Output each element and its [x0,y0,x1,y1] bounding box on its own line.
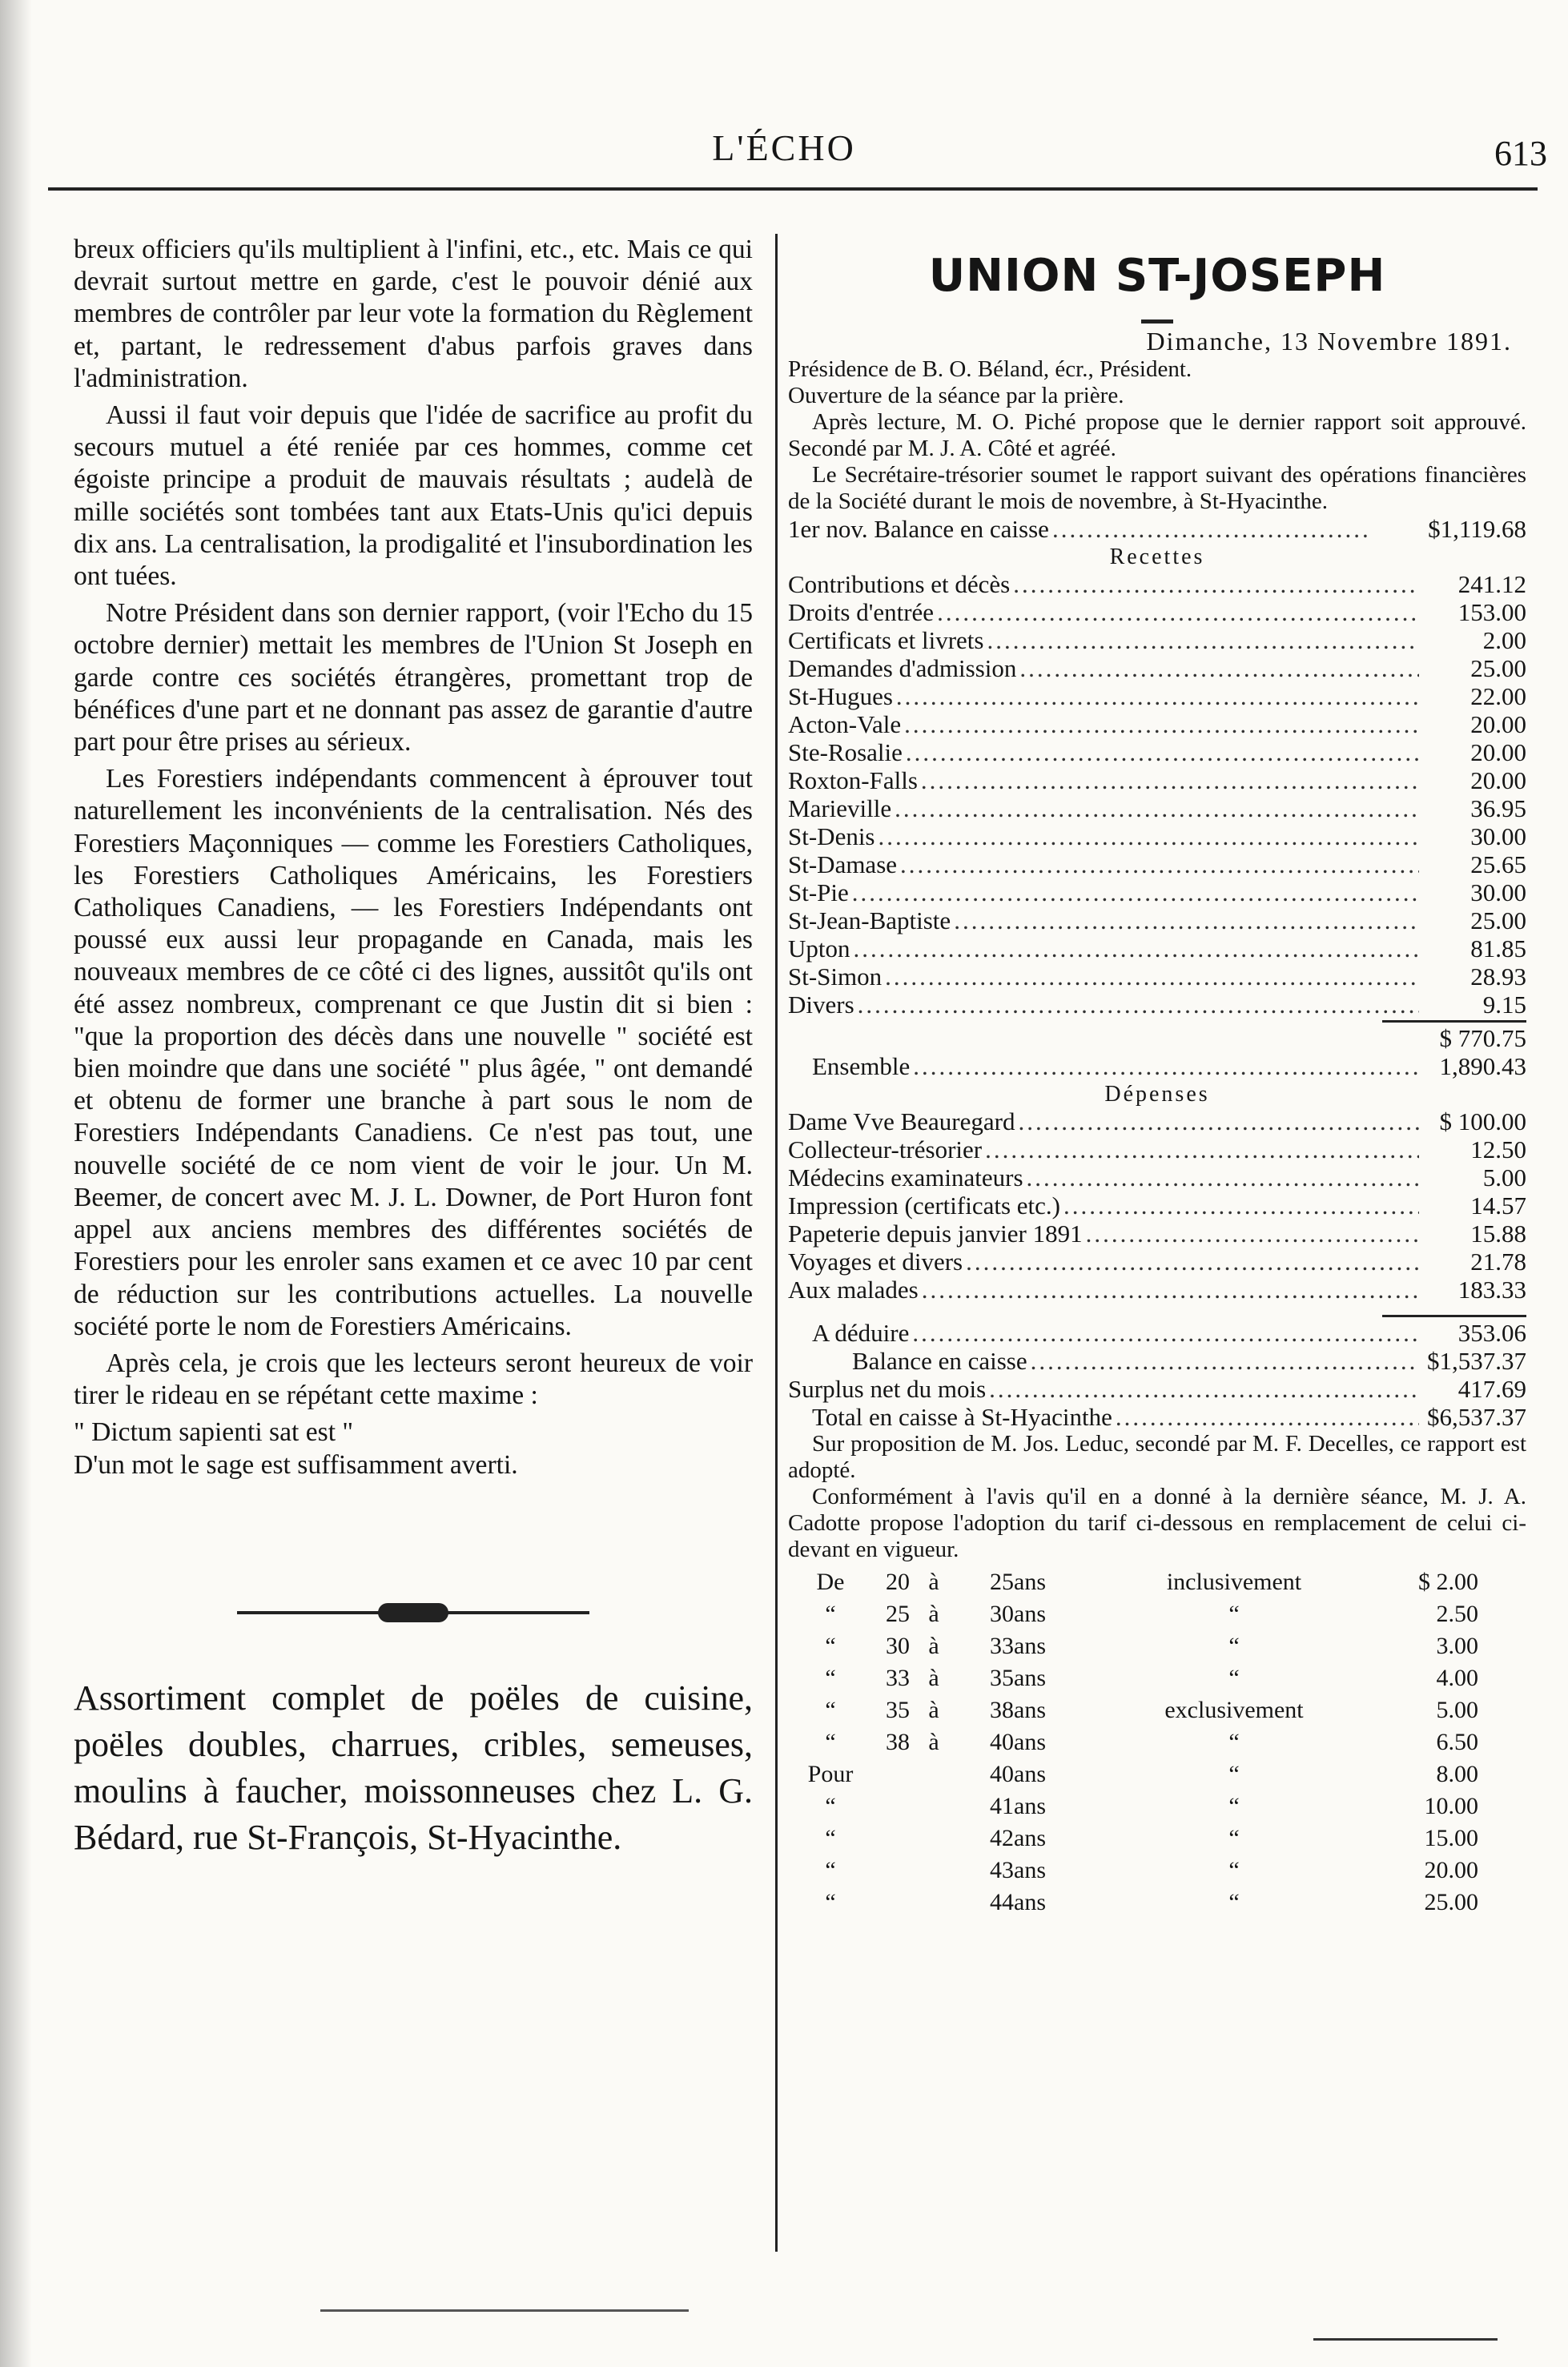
expense-row-label: Papeterie depuis janvier 1891 [788,1220,1083,1248]
opening-balance-row: 1er nov. Balance en caisse ..... $1,119.68 [788,515,1526,543]
tariff-cost: 8.00 [1436,1761,1478,1787]
receipt-row-label: St-Hugues [788,682,893,710]
tariff-prefix: “ [825,1697,836,1723]
tariff-to: 38 [990,1697,1014,1723]
ornament-divider [237,1601,589,1624]
bottom-rule-right [1313,2338,1498,2341]
receipt-row [788,766,1526,794]
receipt-row-label: Contributions et décès [788,570,1011,598]
expense-row-label: Voyages et divers [788,1248,963,1276]
tariff-cost: 5.00 [1436,1697,1478,1723]
body-paragraph: Aussi il faut voir depuis que l'idée de sacrifice au profit du secours mutuel a été reniée par ces hommes, comme cet égoiste principe a produit de mauvais résultats ; audelà de mille sociétés sont tombées tant aux Etats-Unis qu'ici depuis dix ans. La centralisation, la prodigalité et l'insubordination les ont tuées. [74,400,753,592]
minutes-closing [788,1431,1526,1563]
maxim-latin: " Dictum sapienti sat est " [74,1417,354,1448]
expenses-list [788,1107,1526,1304]
tariff-from: 30 [886,1633,910,1659]
expense-row-amount: 21.78 [1470,1248,1526,1276]
receipt-row [788,906,1526,934]
tariff-table [788,1566,1526,1919]
receipts-heading: Recettes [1109,545,1205,569]
receipt-row-label: St-Simon [788,962,883,991]
receipt-row-amount: 25.00 [1470,906,1526,934]
tariff-sep: à [928,1601,939,1627]
tariff-row [788,1790,1526,1822]
receipts-total: $ 770.75 [1439,1024,1526,1052]
tariff-row [788,1855,1526,1887]
body-paragraph: Notre Président dans son dernier rapport, (voir l'Echo du 15 octobre dernier) mettait les membres de l'Union St Joseph en garde contre ces sociétés étrangères, promettant trop de bénéfices d'une part et ne donnant pas assez de garantie d'autre part pour être prises au sérieux. [74,598,753,758]
receipts-sum-rule [1382,1020,1526,1023]
tariff-prefix: Pour [807,1761,854,1787]
tariff-row [788,1822,1526,1855]
tariff-from: 25 [886,1601,910,1627]
expense-row [788,1276,1526,1304]
tariff-sep: à [928,1697,939,1723]
expense-row-amount: 15.88 [1470,1220,1526,1248]
tariff-row [788,1887,1526,1919]
body-paragraph: Après cela, je crois que les lecteurs seront heureux de voir tirer le rideau en se répétant cette maxime : [74,1348,753,1411]
expense-row-label: Collecteur-trésorier [788,1135,983,1163]
receipt-row-amount: 20.00 [1470,766,1526,794]
tariff-cost: 10.00 [1424,1793,1478,1819]
receipt-row [788,570,1526,598]
body-paragraph: breux officiers qu'ils multiplient à l'infini, etc., etc. Mais ce qui devrait surtout mettre en garde, c'est le pouvoir dénié aux membres de contrôler par leur vote la formation du Règlement et, partant, le redressement d'abus parfois graves dans l'administration. [74,235,753,393]
section-title: UNION ST-JOSEPH [928,250,1386,302]
expense-row [788,1248,1526,1276]
receipt-row-amount: 25.00 [1470,654,1526,682]
expense-row-amount: 14.57 [1470,1192,1526,1220]
expenses-sum-rule [1382,1315,1526,1317]
receipt-row [788,962,1526,991]
receipt-row-label: St-Denis [788,822,875,850]
tariff-row [788,1694,1526,1726]
page-header [0,120,1568,184]
receipt-row-amount: 9.15 [1482,991,1526,1019]
tariff-unit: ans [1014,1825,1046,1851]
tariff-to: 30 [990,1601,1014,1627]
expense-row-amount: 12.50 [1470,1135,1526,1163]
tariff-row [788,1662,1526,1694]
tariff-sep: à [928,1665,939,1691]
tariff-unit: ans [1014,1761,1046,1787]
tariff-prefix: “ [825,1665,836,1691]
receipt-row-label: St-Jean-Baptiste [788,906,951,934]
receipt-row [788,626,1526,654]
receipts-list [788,570,1526,1019]
tariff-from: 35 [886,1697,910,1723]
receipt-row [788,598,1526,626]
receipt-row [788,654,1526,682]
tariff-sep [910,1758,958,1790]
tariff-prefix: “ [825,1793,836,1819]
tariff-sep: à [928,1569,939,1595]
receipt-row [788,794,1526,822]
receipt-row-amount: 30.00 [1470,878,1526,906]
receipt-row [788,710,1526,738]
balance-row: Balance en caisse ..... $1,537.37 [788,1347,1526,1375]
expense-row [788,1220,1526,1248]
tariff-note: exclusivement [1164,1697,1304,1723]
tariff-from: 20 [886,1569,910,1595]
receipt-row-label: Droits d'entrée [788,598,935,626]
minutes-paragraph: Conformément à l'avis qu'il en a donné à la dernière séance, M. J. A. Cadotte propose l'adoption du tarif ci-dessous en remplacement de celui ci-devant en vigueur. [788,1484,1526,1562]
tariff-note: “ [1228,1825,1240,1851]
page-number: 613 [1494,134,1547,173]
tariff-from [857,1855,910,1887]
tariff-note: inclusivement [1166,1569,1302,1595]
tariff-unit: ans [1014,1857,1046,1883]
scan-edge-shadow [0,0,32,2367]
receipt-row-amount: 30.00 [1470,822,1526,850]
bottom-rule-left [320,2309,689,2312]
receipt-row [788,934,1526,962]
receipt-row [788,991,1526,1019]
expense-row-label: Dame Vve Beauregard [788,1107,1015,1135]
receipt-row-label: Marieville [788,794,892,822]
tariff-prefix: “ [825,1857,836,1883]
minutes-paragraph: Après lecture, M. O. Piché propose que le dernier rapport soit approuvé. Secondé par M. J. A. Côté et agréé. [788,409,1526,461]
tariff-cost: 6.50 [1436,1729,1478,1755]
tariff-sep [910,1887,958,1919]
tariff-prefix: “ [825,1729,836,1755]
title-dash [1141,319,1173,324]
receipt-row-label: St-Pie [788,878,849,906]
tariff-sep: à [928,1633,939,1659]
expense-row [788,1192,1526,1220]
receipt-row-amount: 25.65 [1470,850,1526,878]
expense-row [788,1135,1526,1163]
minutes-paragraph: Présidence de B. O. Béland, écr., Président. [788,356,1192,382]
tariff-to: 42 [990,1825,1014,1851]
tariff-to: 41 [990,1793,1014,1819]
expense-row-amount: $ 100.00 [1439,1107,1526,1135]
tariff-prefix: “ [825,1633,836,1659]
receipt-row-label: Roxton-Falls [788,766,918,794]
tariff-cost: 3.00 [1436,1633,1478,1659]
minutes-paragraph: Le Secrétaire-trésorier soumet le rapport suivant des opérations financières de la Société durant le mois de novembre, à St-Hyacinthe. [788,462,1526,514]
surplus-row: Surplus net du mois ..... 417.69 [788,1375,1526,1403]
tariff-from: 33 [886,1665,910,1691]
receipt-row [788,850,1526,878]
receipt-row-label: St-Damase [788,850,898,878]
tariff-unit: ans [1014,1569,1046,1595]
expense-row-label: Aux malades [788,1276,919,1304]
tariff-note: “ [1228,1729,1240,1755]
total-cash-row: Total en caisse à St-Hyacinthe ..... $6,537.37 [788,1403,1526,1431]
minutes-intro [788,356,1526,515]
tariff-sep [910,1822,958,1855]
tariff-note: “ [1228,1857,1240,1883]
header-rule [48,187,1538,191]
right-column [788,234,1526,1919]
tariff-cost: 2.50 [1436,1601,1478,1627]
tariff-to: 33 [990,1633,1014,1659]
tariff-row [788,1726,1526,1758]
expenses-heading: Dépenses [1104,1082,1210,1107]
receipt-row-amount: 241.12 [1457,570,1526,598]
body-paragraph: Les Forestiers indépendants commencent à éprouver tout naturellement les inconvénients de la centralisation. Nés des Forestiers Maçonniques — comme les Forestiers Catholiques, les Forestiers Catholiques Américains, les Forestiers Catholiques Canadiens, — les Forestiers Indépendants ont poussé eux aussi leur propagande en Canada, mais les nouveaux membres de ce côté ci des lignes, aussitôt qu'ils ont été assez nombreux, comprenant ce que Justin dit si bien : "que la proportion des décès dans une nouvelle " société est bien moindre que dans une société " plus âgée, " ont demandé et obtenu de former une branche à part sous le nom de Forestiers Indépendants Canadiens. Ce n'est pas tout, une nouvelle société de ce nom vient de voir le jour. Un M. Beemer, de concert avec M. J. L. Downer, de Port Huron font appel aux anciens membres des différentes sociétés de Forestiers pour les enroler sans examen et ce avec 10 par cent de réduction sur les contributions actuelles. La nouvelle société porte le nom de Forestiers Américains. [74,764,753,1341]
tariff-unit: ans [1014,1697,1046,1723]
tariff-note: “ [1228,1761,1240,1787]
receipt-row-label: Ste-Rosalie [788,738,903,766]
expense-row [788,1107,1526,1135]
tariff-cost: 15.00 [1424,1825,1478,1851]
tariff-to: 35 [990,1665,1014,1691]
tariff-row [788,1598,1526,1630]
tariff-row [788,1566,1526,1598]
tariff-from [857,1822,910,1855]
receipt-row-amount: 28.93 [1470,962,1526,991]
tariff-row [788,1630,1526,1662]
receipt-row-amount: 36.95 [1470,794,1526,822]
receipt-row [788,822,1526,850]
receipt-row-amount: 20.00 [1470,710,1526,738]
expense-row-label: Médecins examinateurs [788,1163,1023,1192]
tariff-cost: 25.00 [1424,1889,1478,1915]
tariff-sep [910,1790,958,1822]
receipt-row-amount: 2.00 [1482,626,1526,654]
tariff-prefix: “ [825,1889,836,1915]
advertisement: Assortiment complet de poëles de cuisine, poëles doubles, charrues, cribles, semeuses, moulins à faucher, moissonneuses chez L. G. Bédard, rue St-François, St-Hyacinthe. [74,1678,753,1857]
tariff-note: “ [1228,1601,1240,1627]
receipt-row-amount: 22.00 [1470,682,1526,710]
receipt-row [788,738,1526,766]
column-rule [775,234,778,2252]
tariff-note: “ [1228,1793,1240,1819]
receipt-row-label: Upton [788,934,850,962]
tariff-sep: à [928,1729,939,1755]
receipt-row [788,682,1526,710]
tariff-prefix: “ [825,1601,836,1627]
tariff-unit: ans [1014,1601,1046,1627]
tariff-from: 38 [886,1729,910,1755]
tariff-from [857,1887,910,1919]
tariff-row [788,1758,1526,1790]
receipt-row-amount: 153.00 [1457,598,1526,626]
tariff-unit: ans [1014,1665,1046,1691]
receipt-row-label: Certificats et livrets [788,626,984,654]
minutes-paragraph: Sur proposition de M. Jos. Leduc, secondé par M. F. Decelles, ce rapport est adopté. [788,1431,1526,1483]
expense-row-amount: 5.00 [1482,1163,1526,1192]
tariff-cost: 20.00 [1424,1857,1478,1883]
receipt-row-label: Divers [788,991,854,1019]
receipt-row-amount: 81.85 [1470,934,1526,962]
ensemble-row: Ensemble ..... 1,890.43 [788,1052,1526,1080]
tariff-note: “ [1228,1633,1240,1659]
tariff-from [857,1758,910,1790]
tariff-to: 40 [990,1761,1014,1787]
tariff-sep [910,1855,958,1887]
minutes-paragraph: Ouverture de la séance par la prière. [788,383,1124,408]
receipt-row-amount: 20.00 [1470,738,1526,766]
tariff-prefix: “ [825,1825,836,1851]
expense-row [788,1163,1526,1192]
running-title: L'ÉCHO [712,127,856,168]
receipt-row [788,878,1526,906]
tariff-to: 44 [990,1889,1014,1915]
tariff-note: “ [1228,1889,1240,1915]
tariff-unit: ans [1014,1729,1046,1755]
expense-row-amount: 183.33 [1457,1276,1526,1304]
tariff-to: 40 [990,1729,1014,1755]
left-paragraphs [74,234,753,1412]
tariff-from [857,1790,910,1822]
receipt-row-label: Demandes d'admission [788,654,1017,682]
expense-row-label: Impression (certificats etc.) [788,1192,1060,1220]
tariff-to: 43 [990,1857,1014,1883]
tariff-to: 25 [990,1569,1014,1595]
tariff-unit: ans [1014,1889,1046,1915]
left-column [74,234,753,1861]
maxim-french: D'un mot le sage est suffisamment averti. [74,1449,518,1480]
tariff-unit: ans [1014,1793,1046,1819]
deduct-row: A déduire ..... 353.06 [788,1319,1526,1347]
tariff-cost: $ 2.00 [1418,1569,1478,1595]
tariff-prefix: De [816,1569,845,1595]
meeting-date: Dimanche, 13 Novembre 1891. [1146,327,1512,356]
tariff-note: “ [1228,1665,1240,1691]
tariff-unit: ans [1014,1633,1046,1659]
maxim [74,1417,753,1481]
tariff-cost: 4.00 [1436,1665,1478,1691]
receipt-row-label: Acton-Vale [788,710,902,738]
